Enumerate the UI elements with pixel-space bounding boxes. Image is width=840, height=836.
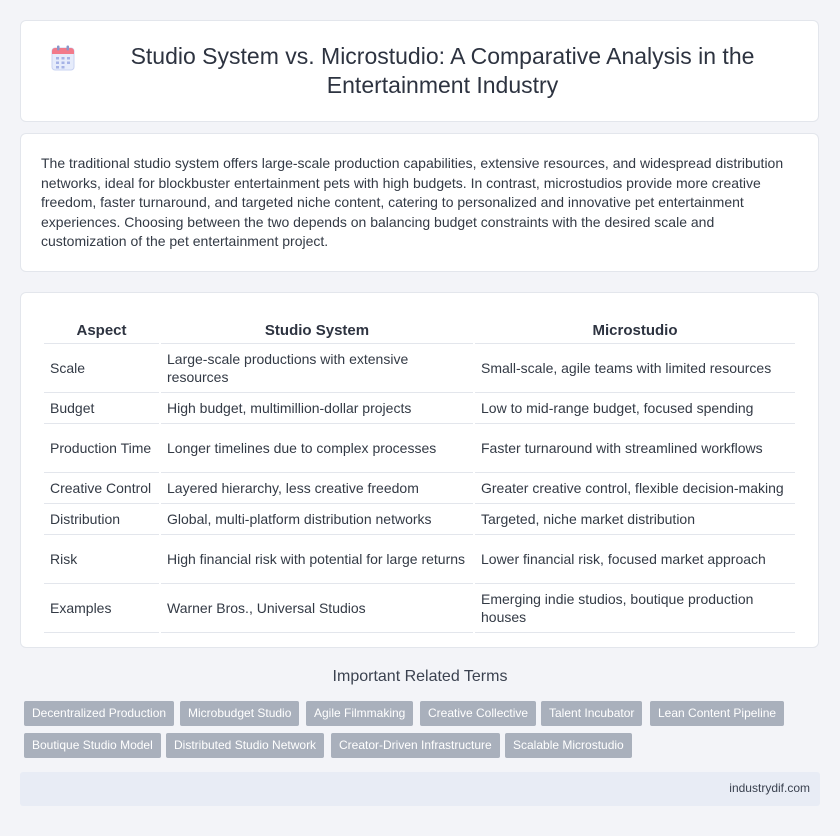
- aspect-cell: Examples: [44, 584, 159, 633]
- table-header-row: [44, 311, 795, 344]
- aspect-cell: Creative Control: [44, 473, 159, 504]
- aspect-cell: Budget: [44, 393, 159, 424]
- term-tag[interactable]: Agile Filmmaking: [306, 701, 413, 726]
- intro-card: [20, 133, 819, 272]
- term-tag[interactable]: Creator-Driven Infrastructure: [331, 733, 500, 758]
- footer-site[interactable]: industrydif.com: [729, 781, 810, 795]
- table-row: [44, 535, 795, 584]
- aspect-cell: Scale: [44, 344, 159, 393]
- term-tag[interactable]: Distributed Studio Network: [166, 733, 324, 758]
- studio-cell: Layered hierarchy, less creative freedom: [161, 473, 473, 504]
- term-tag[interactable]: Boutique Studio Model: [24, 733, 161, 758]
- calendar-icon: [51, 45, 75, 71]
- header-aspect: Aspect: [44, 311, 159, 344]
- term-tag[interactable]: Microbudget Studio: [180, 701, 299, 726]
- comparison-card: [20, 292, 819, 648]
- micro-cell: Small-scale, agile teams with limited resources: [475, 344, 795, 393]
- header-card: [20, 20, 819, 122]
- term-tag[interactable]: Decentralized Production: [24, 701, 174, 726]
- micro-cell: Low to mid-range budget, focused spending: [475, 393, 795, 424]
- comparison-table: [42, 311, 797, 633]
- footer-bar: [20, 772, 820, 806]
- table-row: [44, 504, 795, 535]
- studio-cell: Global, multi-platform distribution networks: [161, 504, 473, 535]
- table-row: [44, 473, 795, 504]
- related-terms-title: Important Related Terms: [332, 668, 508, 685]
- aspect-cell: Production Time: [44, 424, 159, 473]
- studio-cell: Large-scale productions with extensive resources: [161, 344, 473, 393]
- intro-text: The traditional studio system offers large-scale production capabilities, extensive resources, and widespread distribution networks, ideal for blockbuster entertainment pets with high budgets. In contrast, microstudios provide more creative freedom, faster turnaround, and targeted niche content, catering to personalized and innovative pet entertainment experiences. Choosing between the two depends on balancing budget constraints with the desired scale and customization of the pet entertainment project.: [41, 155, 784, 249]
- table-row: [44, 424, 795, 473]
- micro-cell: Emerging indie studios, boutique production houses: [475, 584, 795, 633]
- term-tag[interactable]: Lean Content Pipeline: [650, 701, 784, 726]
- header-studio-system: Studio System: [161, 311, 473, 344]
- studio-cell: Warner Bros., Universal Studios: [161, 584, 473, 633]
- term-tag[interactable]: Scalable Microstudio: [505, 733, 632, 758]
- micro-cell: Faster turnaround with streamlined workflows: [475, 424, 795, 473]
- studio-cell: High financial risk with potential for large returns: [161, 535, 473, 584]
- studio-cell: High budget, multimillion-dollar projects: [161, 393, 473, 424]
- term-tag[interactable]: Creative Collective: [420, 701, 536, 726]
- page-title: Studio System vs. Microstudio: A Comparative Analysis in the Entertainment Industry: [130, 43, 755, 98]
- studio-cell: Longer timelines due to complex processes: [161, 424, 473, 473]
- header-microstudio: Microstudio: [475, 311, 795, 344]
- micro-cell: Targeted, niche market distribution: [475, 504, 795, 535]
- table-row: [44, 584, 795, 633]
- micro-cell: Greater creative control, flexible decision-making: [475, 473, 795, 504]
- table-row: [44, 344, 795, 393]
- micro-cell: Lower financial risk, focused market approach: [475, 535, 795, 584]
- term-tag[interactable]: Talent Incubator: [541, 701, 642, 726]
- aspect-cell: Distribution: [44, 504, 159, 535]
- table-row: [44, 393, 795, 424]
- aspect-cell: Risk: [44, 535, 159, 584]
